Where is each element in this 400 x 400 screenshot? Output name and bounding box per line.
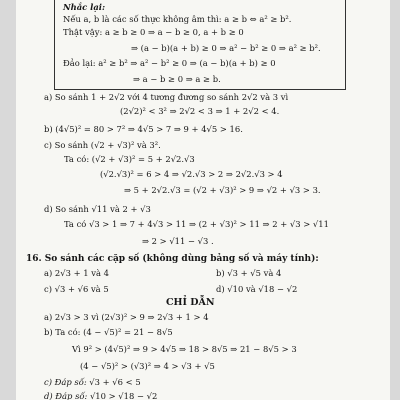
problem-16-item: c) √3 + √6 và 5 [44,284,109,294]
solution-d-line: ⇒ 2 > √11 − √3 . [142,236,214,246]
answer-label: c) Đáp số: [44,377,87,387]
guide-line-c [44,377,141,387]
problem-16-item: d) √10 và √18 − √2 [216,284,298,294]
reminder-line: Thật vậy: a ≥ b ≥ 0 ⇒ a − b ≥ 0, a + b ≥ 0 [63,27,244,37]
reminder-line: Đảo lại: a² ≥ b² ⇒ a² − b² ≥ 0 ⇒ (a − b)(a + b) ≥ 0 [63,58,276,68]
solution-c-line: Ta có: (√2 + √3)² = 5 + 2√2.√3 [64,154,195,164]
answer-label: d) Đáp số: [44,391,88,400]
guide-line-d [44,391,157,400]
reminder-line: Nếu a, b là các số thực không âm thì: a ≥ b ⇔ a² ≥ b². [63,14,292,24]
solution-d-line: Ta có √3 > 1 ⇒ 7 + 4√3 > 11 ⇒ (2 + √3)² > 11 ⇒ 2 + √3 > √11 [64,219,329,229]
reminder-title: Nhắc lại: [63,2,106,12]
guide-line: b) Ta có: (4 − √5)² = 21 − 8√5 [44,327,173,337]
solution-a-line: (2√2)² < 3² ⇒ 2√2 < 3 ⇒ 1 + 2√2 < 4. [120,106,280,116]
answer-value: √3 + √6 < 5 [86,377,141,387]
solution-a-line: a) So sánh 1 + 2√2 với 4 tương đương so sánh 2√2 và 3 vì [44,92,289,102]
document-page [16,0,390,400]
solution-c-line: ⇒ 5 + 2√2.√3 = (√2 + √3)² > 9 ⇒ √2 + √3 > 3. [124,185,321,195]
reminder-line: ⇒ a − b ≥ 0 ⇒ a ≥ b. [133,74,221,84]
guide-line: Vì 9² > (4√5)² ⇒ 9 > 4√5 ⇒ 18 > 8√5 ⇒ 21 − 8√5 > 3 [72,344,297,354]
solution-c-line: c) So sánh (√2 + √3)² và 3². [44,140,161,150]
reminder-line: ⇒ (a − b)(a + b) ≥ 0 ⇒ a² − b² ≥ 0 ⇒ a² ≥ b². [131,43,321,53]
problem-16-item: b) √3 + √5 và 4 [216,268,282,278]
guide-line: (4 − √5)² > (√3)² ⇒ 4 > √3 + √5 [80,361,215,371]
problem-16-title: 16. So sánh các cặp số (không dùng bảng số và máy tính): [26,254,319,264]
solution-c-line: (√2.√3)² = 6 > 4 ⇒ √2.√3 > 2 ⇒ 2√2.√3 > 4 [100,169,283,179]
answer-value: √10 > √18 − √2 [87,391,158,400]
reminder-box [54,0,346,90]
guide-line: a) 2√3 > 3 vì (2√3)² > 9 ⇒ 2√3 + 1 > 4 [44,312,209,322]
solution-d-line: d) So sánh √11 và 2 + √3 [44,204,151,214]
solution-b-line: b) (4√5)² = 80 > 7² ⇒ 4√5 > 7 ⇒ 9 + 4√5 > 16. [44,124,243,134]
guide-heading: CHỈ DẪN [166,297,215,308]
problem-16-item: a) 2√3 + 1 và 4 [44,268,109,278]
